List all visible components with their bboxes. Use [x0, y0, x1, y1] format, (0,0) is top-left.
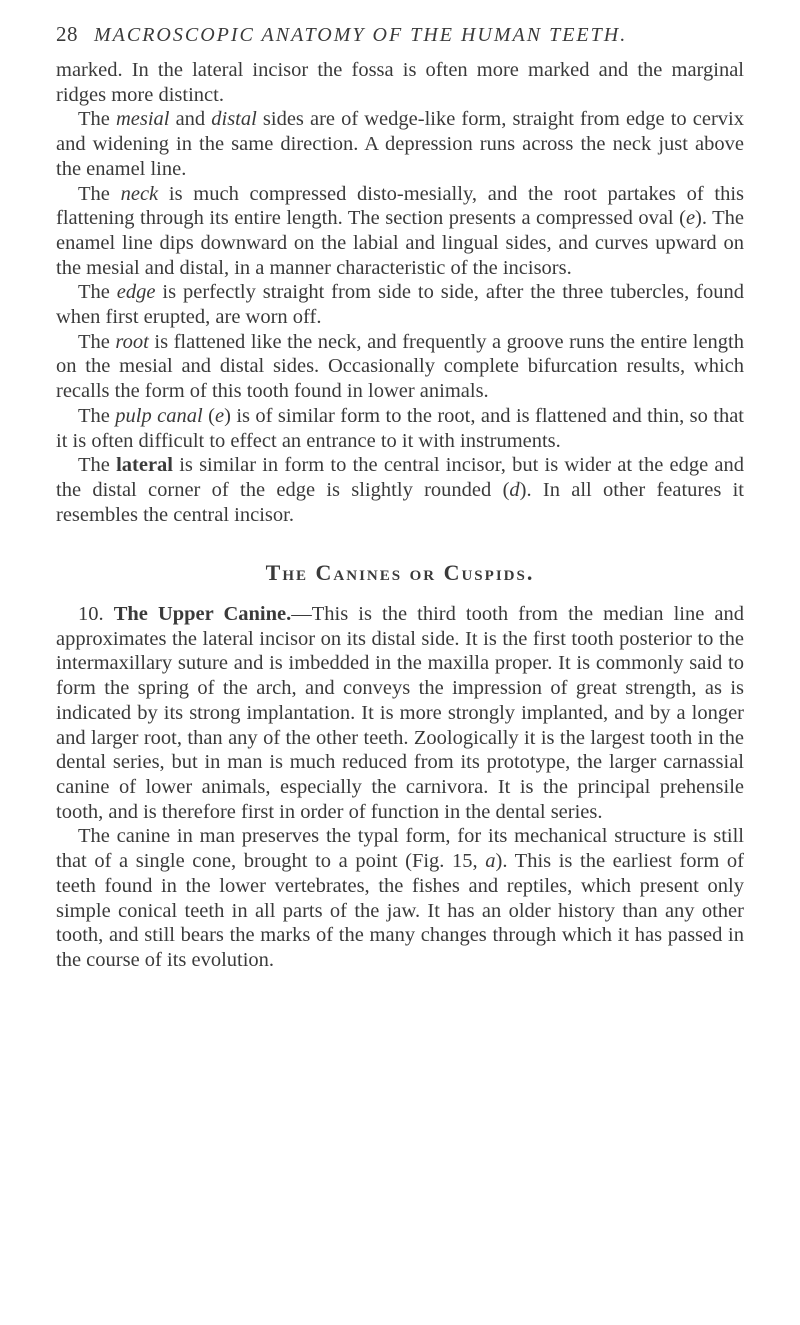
paragraph: [56, 58, 744, 107]
paragraph-text: The: [78, 108, 116, 131]
paragraph-text: is similar in form to the central incisor, but is wider at the edge and the distal corner of the edge is slightly rounded (: [56, 454, 744, 501]
figure-ref: e: [214, 404, 225, 427]
paragraph-text: marked. In the lateral incisor the fossa is often more marked and the marginal ridges more distinct.: [56, 59, 744, 106]
paragraph-text: The canine in man preserves the typal form, for its mechanical structure is still that of a single cone, brought to a point (Fig. 15,: [56, 825, 744, 873]
paragraph: [56, 330, 744, 404]
paragraph-text: ) is of similar form to the root, and is flattened and thin, so that it is often difficult to effect an entrance to it with instruments.: [56, 404, 744, 452]
running-title: MACROSCOPIC ANATOMY OF THE HUMAN TEETH.: [94, 24, 628, 46]
paragraph-text: The: [78, 454, 117, 477]
paragraph: [56, 280, 744, 329]
running-head: [56, 22, 744, 58]
paragraph-text: The: [78, 281, 117, 304]
paragraph-text: and: [169, 108, 212, 131]
term-distal: distal: [211, 108, 257, 131]
term-lateral: lateral: [116, 454, 173, 477]
term-pulp-canal: pulp canal: [115, 404, 203, 427]
figure-ref: d: [509, 478, 520, 501]
figure-ref: a: [485, 850, 496, 873]
paragraph-text: ). In all other features it resembles the central incisor.: [56, 478, 744, 526]
paragraph: [56, 107, 744, 181]
paragraph: [56, 602, 744, 824]
paragraph: [56, 404, 744, 453]
section-heading: The Canines or Cuspids.: [265, 560, 535, 586]
section-number: 10.: [78, 603, 114, 626]
paragraph-text: The: [78, 330, 116, 353]
paragraph-text: (: [202, 404, 215, 427]
paragraph: [56, 182, 744, 281]
page-number: 28: [56, 22, 78, 46]
paragraph: [56, 824, 744, 972]
term-root: root: [115, 330, 149, 353]
paragraph-text: is much compressed disto-mesially, and the root partakes of this flattening through its entire length. The section presents a compressed oval (: [56, 182, 744, 230]
paragraph-text: —This is the third tooth from the median line and approximates the lateral incisor on its distal side. It is the first tooth posterior to the intermaxillary suture and is imbedded in the maxilla proper. It is commonly said to form the spring of the arch, and conveys the impression of great strength, as is indicated by its strong implantation. It is more strongly implanted, and by a longer and larger root, than any of the other teeth. Zoologically it is the largest tooth in the dental series, but in man is much reduced from its prototype, the larger carnassial canine of lower animals, especially the carnivora. It is the principal prehensile tooth, and is therefore first in order of function in the dental series.: [56, 603, 745, 823]
paragraph-text: sides are of wedge-like form, straight from edge to cervix and widening in the same direction. A depression runs across the neck just above the enamel line.: [56, 108, 744, 180]
paragraph-text: ). The enamel line dips downward on the labial and lingual sides, and curves upward on the mesial and distal, in a manner characteristic of the incisors.: [56, 207, 744, 279]
term-neck: neck: [120, 182, 159, 205]
term-mesial: mesial: [115, 108, 170, 131]
paragraph-text: is perfectly straight from side to side, after the three tubercles, found when first erupted, are worn off.: [56, 281, 744, 329]
paragraph: [56, 453, 744, 527]
figure-ref: e: [685, 207, 696, 230]
subsection-title: The Upper Canine.: [113, 603, 292, 626]
body-text: [56, 58, 744, 973]
paragraph-text: The: [78, 404, 116, 427]
term-edge: edge: [116, 281, 156, 304]
paragraph-text: ). This is the earliest form of teeth found in the lower vertebrates, the fishes and reptiles, which present only simple conical teeth in all parts of the jaw. It has an older history than any other tooth, and still bears the marks of the many changes through which it has passed in the course of its evolution.: [56, 850, 744, 971]
paragraph-text: The: [78, 182, 121, 205]
paragraph-text: is flattened like the neck, and frequently a groove runs the entire length on the mesial and distal sides. Occasionally complete bifurcation results, which recalls the form of this tooth found in lower animals.: [56, 330, 744, 403]
